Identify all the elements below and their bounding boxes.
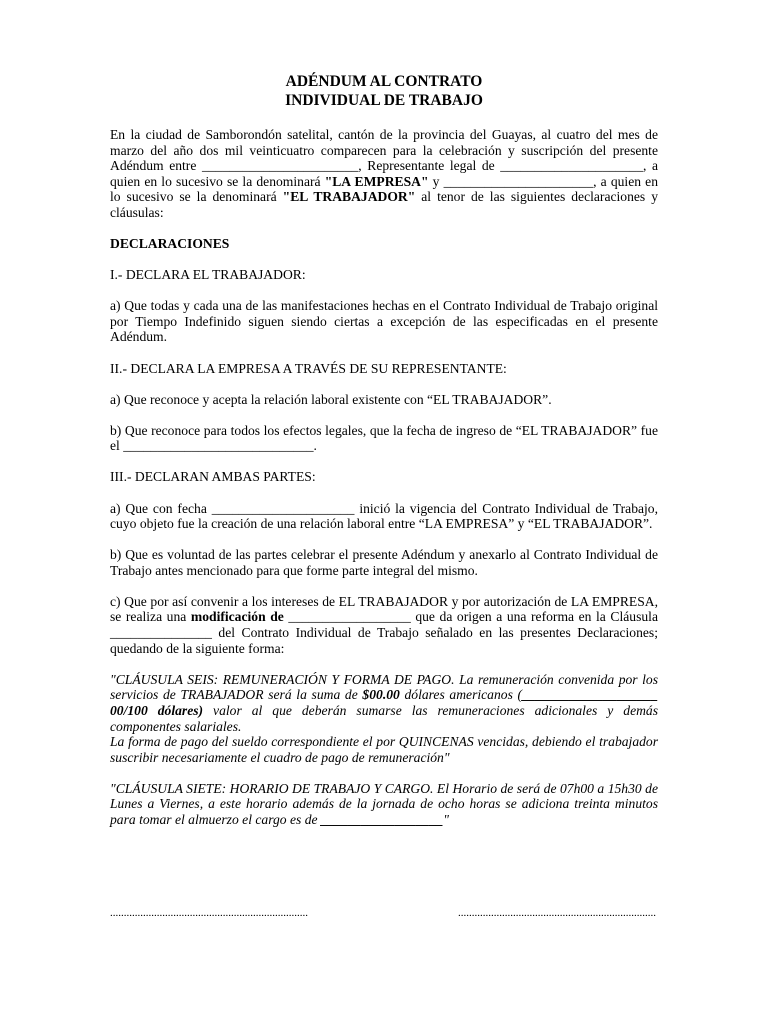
title-line-1: ADÉNDUM AL CONTRATO (285, 73, 483, 90)
intro-text-3: , a quien en lo sucesivo se la denominará (110, 158, 658, 189)
signature-line-right: ........................................................................ (458, 907, 656, 919)
clausula-seis-text-2: dólares americanos ( (399, 687, 523, 703)
section-3-c-text-2: que da origen a una reforma en la Cláusula (410, 609, 658, 625)
section-1-item-a: a) Que todas y cada una de las manifestaciones hechas en el Contrato Individual de Trabajo original por Tiempo Indefinido siguen siendo ciertas a excepción de las especificadas en el presente Adéndum. (110, 298, 658, 345)
blank-representante: _______________________ (201, 158, 359, 174)
clausula-siete-end: " (443, 812, 449, 827)
declaraciones-heading: DECLARACIONES (110, 236, 230, 252)
blank-trabajador: ______________________ (443, 173, 594, 189)
clausula-seis-amount-words: 00/100 dólares) (110, 702, 204, 718)
clausula-seis-text-1: "CLÁUSULA SEIS: REMUNERACIÓN Y FORMA DE PAGO. La remuneración convenida por los servicios de TRABAJADOR será la suma de (110, 671, 658, 703)
title-line-2: INDIVIDUAL DE TRABAJO (285, 92, 483, 109)
blank-cargo: __________________ (320, 812, 444, 827)
blank-modificacion: __________________ (288, 609, 411, 625)
section-3-a-text-1: a) Que con fecha (110, 500, 212, 516)
section-3-item-a (110, 501, 658, 532)
modificacion-label: modificación de (190, 609, 284, 625)
section-1-heading: I.- DECLARA EL TRABAJADOR: (110, 267, 306, 283)
clausula-seis-forma-pago: La forma de pago del sueldo correspondiente el por QUINCENAS vencidas, debiendo el trabajador suscribir necesariamente el cuadro de pago de remuneración" (110, 734, 658, 765)
section-3-a-text-2: inició la vigencia del Contrato Individual de Trabajo, cuyo objeto fue la creación de una relación laboral entre “LA EMPRESA” y “EL TRABAJADOR”. (110, 500, 658, 532)
signature-line-left: ........................................................................ (110, 907, 308, 919)
section-2-item-a: a) Que reconoce y acepta la relación laboral existente con “EL TRABAJADOR”. (110, 391, 552, 407)
intro-text-2: , Representante legal de (358, 158, 501, 174)
clausula-siete (110, 781, 658, 828)
el-trabajador-label: "EL TRABAJADOR" (282, 189, 416, 205)
section-2-b-text: b) Que reconoce para todos los efectos legales, que la fecha de ingreso de “EL TRABAJADOR” fue el (110, 422, 658, 454)
section-2-item-b (110, 423, 658, 454)
clausula-siete-text-1: "CLÁUSULA SIETE: HORARIO DE TRABAJO Y CARGO. El Horario de será de 07h00 a 15h30 de Lunes a Viernes, a este horario además de la jornada de ocho horas se adiciona treinta minutos para tomar el almuerzo el cargo es de (110, 780, 658, 827)
section-3-item-b: b) Que es voluntad de las partes celebrar el presente Adéndum y anexarlo al Contrato Individual de Trabajo antes mencionado para que forme parte integral del mismo. (110, 547, 658, 578)
document-body (110, 127, 658, 843)
document-title (0, 72, 768, 110)
intro-text-5: , a quien en lo sucesivo se la denominará (110, 173, 658, 205)
section-3-heading: III.- DECLARAN AMBAS PARTES: (110, 469, 316, 485)
intro-paragraph (110, 127, 658, 221)
intro-text-1: En la ciudad de Samborondón satelital, cantón de la provincia del Guayas, al cuatro del mes de marzo del año dos mil veinticuatro comparecen para la celebración y suscripción del presente Adéndum entre (110, 127, 658, 174)
section-3-c-text-3: del Contrato Individual de Trabajo señalado en las presentes Declaraciones; quedando de la siguiente forma: (110, 625, 658, 656)
blank-monto-letras: ____________________ (522, 687, 658, 703)
blank-clausula: _______________ (110, 625, 212, 641)
intro-text-4: y (428, 173, 444, 189)
clausula-seis-text-3: valor al que deberán sumarse las remuneraciones adicionales y demás componentes salariales. (110, 702, 659, 734)
la-empresa-label: "LA EMPRESA" (324, 173, 429, 189)
intro-text-6: al tenor de las siguientes declaraciones y cláusulas: (110, 189, 659, 220)
section-2-heading: II.- DECLARA LA EMPRESA A TRAVÉS DE SU REPRESENTANTE: (110, 360, 507, 376)
section-2-b-end: . (313, 438, 317, 454)
blank-fecha-inicio: _____________________ (211, 500, 355, 516)
clausula-seis (110, 672, 658, 734)
blank-fecha-ingreso: ____________________________ (123, 438, 314, 454)
blank-empresa: _____________________ (500, 158, 643, 174)
section-3-c-text-1: c) Que por así convenir a los intereses de EL TRABAJADOR y por autorización de LA EMPRESA, se realiza una (110, 593, 658, 625)
section-3-item-c (110, 594, 658, 656)
clausula-seis-amount: $00.00 (362, 687, 400, 703)
signature-area (110, 906, 658, 926)
